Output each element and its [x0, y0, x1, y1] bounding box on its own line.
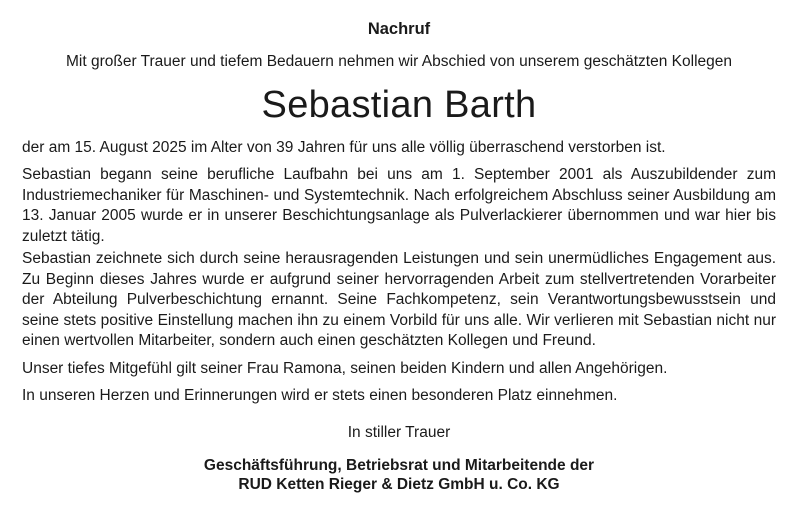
death-notice: der am 15. August 2025 im Alter von 39 Jahren für uns alle völlig überraschend verstorben ist.	[22, 139, 666, 156]
signers-line-2: RUD Ketten Rieger & Dietz GmbH u. Co. KG	[238, 476, 560, 493]
deceased-name: Sebastian Barth	[261, 84, 537, 126]
intro-text: Mit großer Trauer und tiefem Bedauern nehmen wir Abschied von unserem geschätzten Kollegen	[65, 53, 732, 70]
obituary-heading: Nachruf	[367, 20, 431, 38]
signers-block	[22, 456, 776, 494]
tribute-paragraph: Sebastian zeichnete sich durch seine herausragenden Leistungen und sein unermüdliches Engagement aus. Zu Beginn dieses Jahres wurde er aufgrund seiner hervorragenden Arbeit zum stellvertretenden Vorarbeiter der Abteilung Pulverbeschichtung ernannt. Seine Fachkompetenz, sein Verantwortungsbewusstsein und seine stets positive Einstellung machen ihn zu einem Vorbild für uns alle. Wir verlieren mit Sebastian nicht nur einen wertvollen Mitarbeiter, sondern auch einen geschätzten Kollegen und Freund.	[22, 250, 776, 350]
condolence-paragraph: Unser tiefes Mitgefühl gilt seiner Frau Ramona, seinen beiden Kindern und allen Angehörigen.	[22, 360, 668, 377]
closing-text: In stiller Trauer	[347, 424, 451, 441]
career-paragraph: Sebastian begann seine berufliche Laufbahn bei uns am 1. September 2001 als Auszubildender zum Industriemechaniker für Maschinen- und Systemtechnik. Nach erfolgreichem Abschluss seiner Ausbildung am 13. Januar 2005 wurde er in unserer Beschichtungsanlage als Pulverlackierer übernommen und war hier bis zuletzt tätig.	[22, 166, 776, 245]
signers-line-1: Geschäftsführung, Betriebsrat und Mitarbeitende der	[203, 457, 595, 474]
remembrance-paragraph: In unseren Herzen und Erinnerungen wird er stets einen besonderen Platz einnehmen.	[22, 387, 618, 404]
